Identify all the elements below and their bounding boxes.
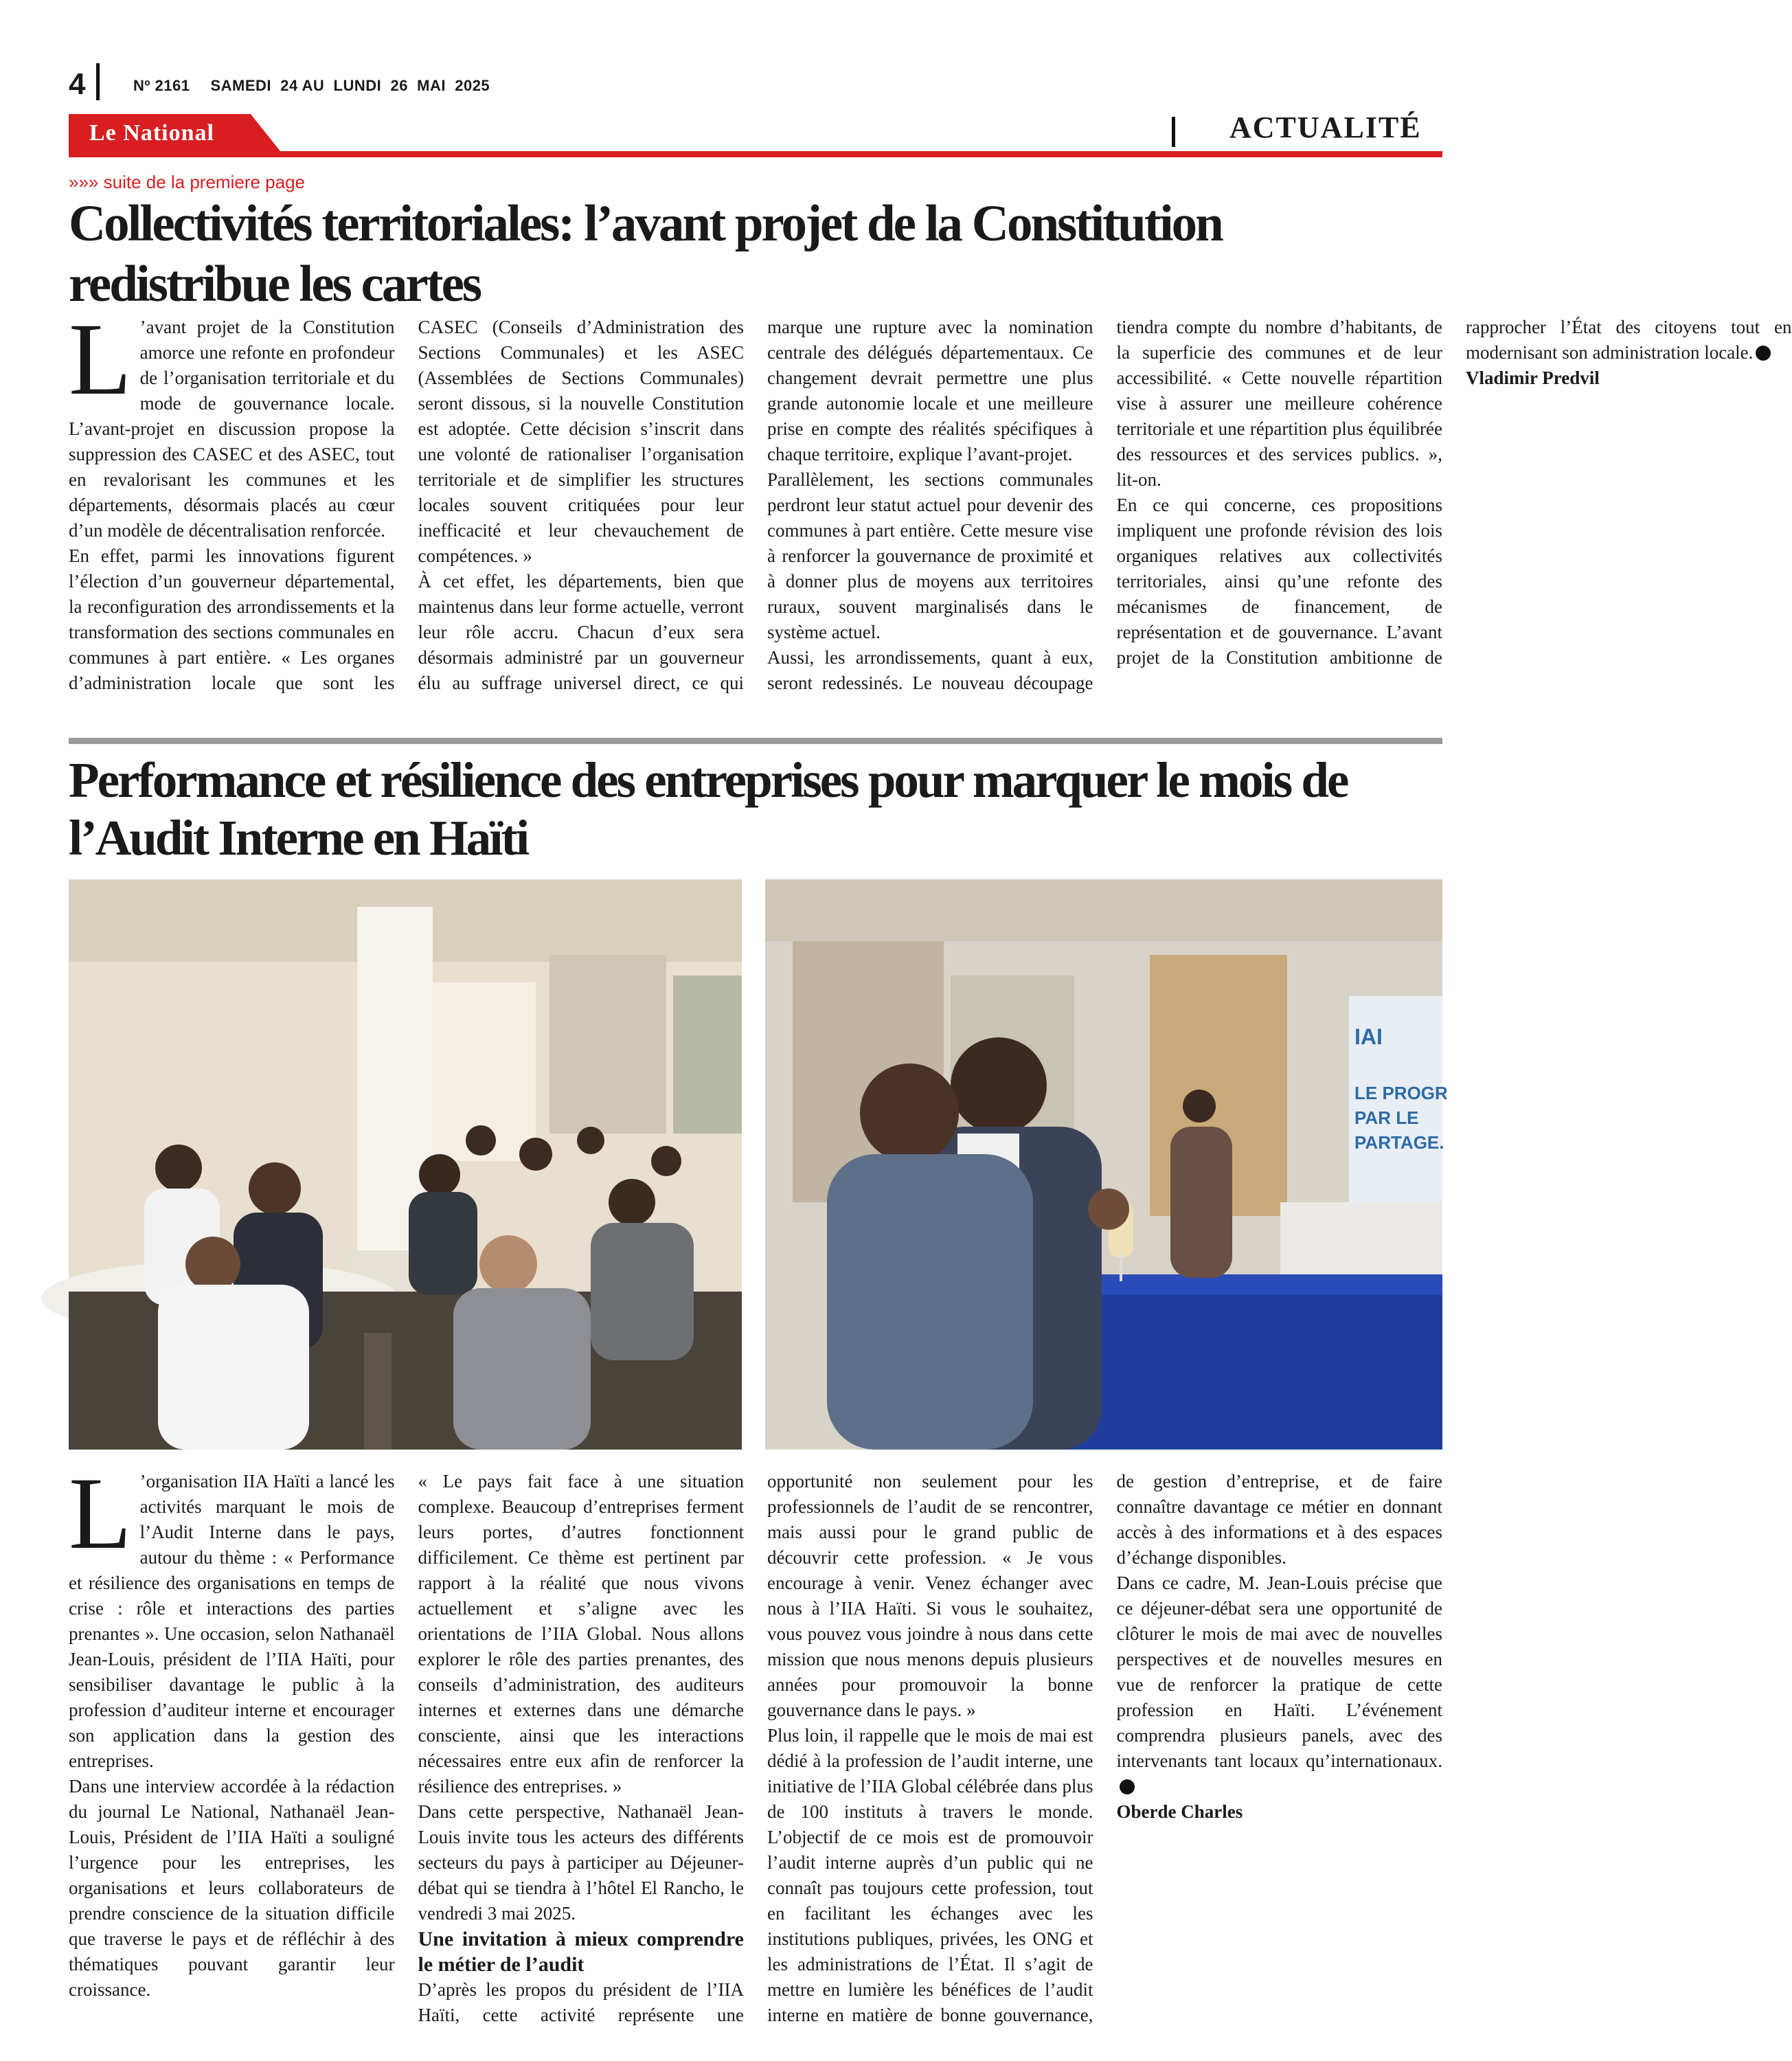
article2-paragraph: ’organisation IIA Haïti a lancé les activités marquant le mois de l’Audit Interne dans le pays, autour du thème : « Performance et résilience des organisations en temps de crise : rôle et interactions des parties prenantes ». Une occasion, selon Nathanaël Jean-Louis, président de l’IIA Haïti, pour sensibiliser davantage le public à la profession d’auditeur interne et encourager son application dans la gestion des entreprises. xyxy=(69,1471,395,1771)
banner-logo-text: IAI xyxy=(1354,1024,1383,1049)
end-mark-icon xyxy=(1120,1779,1135,1794)
article2-paragraph: Plus loin, il rappelle que le mois de mai est dédié à la profession de l’audit interne, une initiative de l’IIA Global célébrée dans plus de 100 instituts à travers le monde. L’objectif de ce mois est de promouvoir l’audit interne auprès d’un public qui ne connaît pas toujours cette profession, tout en facilitant les échanges avec les institutions publiques, privées, les ONG et les administrations de l’État. Il s’agit de mettre en lumière les bénéfices de l’audit interne en matière de bonne gouvernance, de gestion d’entreprise, et de faire connaître davantage ce métier en donnant accès à des informations et à des espaces d’échange disponibles. xyxy=(767,1471,1442,2025)
article1-body xyxy=(69,302,1792,713)
banner-text-line: LE PROGR xyxy=(1354,1083,1448,1103)
article2-paragraph: Dans une interview accordée à la rédaction du journal Le National, Nathanaël Jean-Louis, Président de l’IIA Haïti a souligné l’urgence pour les entreprises, les organisations et leurs collaborateurs de prendre conscience de la situation difficile que traverse le pays et de réfléchir à des thématiques pouvant garantir leur croissance. xyxy=(69,1776,395,2000)
article1-paragraph: En ce qui concerne, ces propositions impliquent une profonde révision des lois organiques relatives aux collectivités territoriales, ainsi qu’une refonte des mécanismes de financement, de représentation et de gouvernance. L’avant projet de la Constitution ambitionne de rapprocher l’État des citoyens tout en modernisant son administration locale. xyxy=(1116,317,1792,668)
attendees-photo xyxy=(765,879,1448,1450)
end-mark-icon xyxy=(1756,346,1771,361)
article2-headline: Performance et résilience des entreprises pour marquer le mois de l’Audit Interne en Haïti xyxy=(69,752,1348,866)
article1-paragraph: À cet effet, les départements, bien que maintenus dans leur forme actuelle, verront leur rôle accru. Chacun d’eux sera désormais administré par un gouverneur élu au suffrage universel direct, ce qui marque une rupture avec la nomination centrale des délégués départementaux. Ce changement devrait permettre une plus grande autonomie locale et une meilleure prise en compte des réalités spécifiques à chaque territoire, explique l’avant-projet. xyxy=(418,317,1093,693)
article2-paragraph: « Le pays fait face à une situation complexe. Beaucoup d’entreprises ferment leurs portes, d’autres fonctionnent difficilement. Ce thème est pertinent par rapport à la réalité que nous vivons actuellement et s’aligne avec les orientations de l’IIA Global. Nous allons explorer le rôle des parties prenantes, des conseils d’administration, des auditeurs internes et externes dans une démarche consciente, ainsi que les interactions nécessaires entre eux afin de renforcer la résilience des entreprises. » xyxy=(418,1471,744,1797)
attendees-illustration xyxy=(765,879,1448,1450)
header-rule xyxy=(69,151,1442,157)
page-number-divider xyxy=(96,63,100,100)
issue-line xyxy=(133,77,510,95)
banner-text-line: PARTAGE. xyxy=(1354,1132,1444,1153)
article1-paragraph: ’avant projet de la Constitution amorce une refonte en profondeur de l’organisation territoriale et du mode de gouvernance locale. L’avant-projet en discussion propose la suppression des CASEC et des ASEC, tout en revalorisant les communes et les départements, désormais placés au cœur d’un modèle de décentralisation renforcée. xyxy=(69,317,395,541)
issue-number: Nº 2161 xyxy=(133,77,190,94)
article2-paragraph: D’après les propos du président de l’IIA Haïti, cette activité représente une opportunité non seulement pour les professionnels de l’audit de se rencontrer, mais aussi pour le grand public de découvrir cette profession. « Je vous encourage à venir. Venez échanger avec nous à l’IIA Haïti. Si vous le souhaitez, vous pouvez vous joindre à nous dans cette mission que nous menons depuis plusieurs années pour promouvoir la bonne gouvernance dans le pays. » xyxy=(418,1471,1093,2025)
banner-text-line: PAR LE xyxy=(1354,1107,1419,1128)
article2-subhead: Une invitation à mieux comprendre le métier de l’audit xyxy=(418,1928,744,1976)
article2-paragraph: Dans cette perspective, Nathanaël Jean-Louis invite tous les acteurs des différents secteurs du pays à participer au Déjeuner-débat qui se tiendra à l’hôtel El Rancho, le vendredi 3 mai 2025. xyxy=(418,1801,744,1924)
page-number: 4 xyxy=(69,67,86,101)
conference-room-illustration xyxy=(69,879,742,1450)
article1-dropcap: L xyxy=(69,302,132,416)
continued-kicker: »»» suite de la premiere page xyxy=(69,172,306,192)
section-label: ACTUALITÉ xyxy=(1229,111,1422,144)
article2-body xyxy=(69,1456,1442,2032)
issue-date: SAMEDI 24 AU LUNDI 26 MAI 2025 xyxy=(210,77,490,94)
article2-paragraph: Dans ce cadre, M. Jean-Louis précise que ce déjeuner-débat sera une opportunité de clôturer le mois de mai avec de nouvelles perspectives et de nouvelles mesures en vue de renforcer la pratique de cette profession en Haïti. L’événement comprendra plusieurs panels, avec des intervenants tant locaux qu’internationaux. xyxy=(1116,1573,1442,1771)
article2-dropcap: L xyxy=(69,1456,132,1570)
conference-room-photo xyxy=(69,879,742,1450)
article1-paragraph: Aussi, les arrondissements, quant à eux, seront redessinés. Le nouveau découpage tiendra compte du nombre d’habitants, de la superficie des communes et de leur accessibilité. « Cette nouvelle répartition vise à assurer une meilleure cohérence territoriale et une répartition plus équilibrée des ressources et des services publics. », lit-on. xyxy=(767,317,1442,693)
brand-name: Le National xyxy=(89,120,214,146)
article1-paragraph: En effet, parmi les innovations figurent l’élection d’un gouverneur départemental, la reconfiguration des arrondissements et la transformation des sections communales en communes à part entière. « Les organes d’administration locale que sont les CASEC (Conseils d’Administration des Sections Communales) et les ASEC (Assemblées de Sections Communales) seront dissous, si la nouvelle Constitution est adoptée. Cette décision s’inscrit dans une volonté de rationaliser l’organisation territoriale et de simplifier les structures locales souvent critiquées pour leur inefficacité et leur chevauchement de compétences. » xyxy=(69,317,744,693)
article1-headline: Collectivités territoriales: l’avant projet de la Constitution redistribue les cartes xyxy=(69,195,1222,313)
article-divider xyxy=(69,738,1442,744)
article1-byline: Vladimir Predvil xyxy=(1466,368,1600,388)
article2-byline: Oberde Charles xyxy=(1116,1801,1243,1822)
section-divider xyxy=(1172,117,1175,147)
article1-paragraph: Parallèlement, les sections communales perdront leur statut actuel pour devenir des communes à part entière. Cette mesure vise à renforcer la gouvernance de proximité et à donner plus de moyens aux territoires ruraux, souvent marginalisés dans le système actuel. xyxy=(767,469,1093,642)
